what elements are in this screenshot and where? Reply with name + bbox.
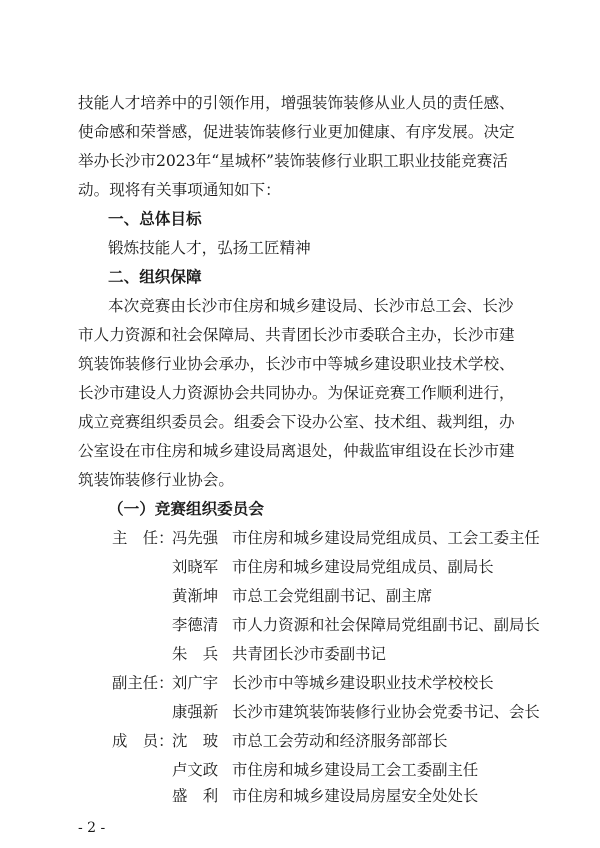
paragraph-line: 使命感和荣誉感，促进装饰装修行业更加健康、有序发展。决定 [78, 123, 515, 141]
section-heading-organization: 二、组织保障 [108, 268, 202, 286]
member-duty: 市住房和城乡建设局房屋安全处处长 [232, 787, 479, 805]
member-name: 刘广宇 [172, 674, 219, 692]
member-name: 刘晓军 [172, 558, 219, 576]
member-name: 康强新 [172, 703, 219, 721]
member-duty: 共青团长沙市委副书记 [232, 645, 386, 663]
paragraph-line: 筑装饰装修行业协会。 [78, 471, 234, 489]
member-duty: 市总工会劳动和经济服务部部长 [232, 732, 448, 750]
member-duty: 长沙市建筑装饰装修行业协会党委书记、会长 [232, 703, 540, 721]
member-duty: 市住房和城乡建设局工会工委副主任 [232, 761, 479, 779]
paragraph-line: 动。现将有关事项通知如下： [78, 181, 281, 199]
member-name: 盛 利 [172, 787, 219, 805]
paragraph-line: 筑装饰装修行业协会承办，长沙市中等城乡建设职业技术学校、 [78, 355, 515, 373]
section-body-goal: 锻炼技能人才，弘扬工匠精神 [108, 239, 311, 257]
member-name: 朱 兵 [172, 645, 219, 663]
committee-heading: （一）竞赛组织委员会 [108, 500, 264, 518]
member-name: 李德清 [172, 616, 219, 634]
member-role: 副主任： [112, 674, 174, 692]
member-role: 成 员： [112, 732, 174, 750]
paragraph-line: 本次竞赛由长沙市住房和城乡建设局、长沙市总工会、长沙 [108, 297, 514, 315]
paragraph-line: 公室设在市住房和城乡建设局离退处，仲裁监审组设在长沙市建 [78, 442, 515, 460]
member-name: 冯先强 [172, 529, 219, 547]
member-duty: 市总工会党组副书记、副主席 [232, 587, 433, 605]
member-duty: 市住房和城乡建设局党组成员、副局长 [232, 558, 494, 576]
member-duty: 长沙市中等城乡建设职业技术学校校长 [232, 674, 494, 692]
member-role: 主 任： [112, 529, 174, 547]
member-duty: 市住房和城乡建设局党组成员、工会工委主任 [232, 529, 540, 547]
paragraph-line: 技能人才培养中的引领作用，增强装饰装修从业人员的责任感、 [78, 94, 515, 112]
section-heading-goal: 一、总体目标 [108, 210, 202, 228]
member-name: 沈 玻 [172, 732, 219, 750]
member-name: 卢文政 [172, 761, 219, 779]
paragraph-line: 市人力资源和社会保障局、共青团长沙市委联合主办，长沙市建 [78, 326, 515, 344]
member-duty: 市人力资源和社会保障局党组副书记、副局长 [232, 616, 540, 634]
paragraph-line: 举办长沙市2023年“星城杯”装饰装修行业职工职业技能竞赛活 [78, 152, 508, 170]
page-number: - 2 - [78, 820, 106, 836]
paragraph-line: 成立竞赛组织委员会。组委会下设办公室、技术组、裁判组，办 [78, 413, 515, 431]
member-name: 黄渐坤 [172, 587, 219, 605]
paragraph-line: 长沙市建设人力资源协会共同协办。为保证竞赛工作顺利进行， [78, 384, 515, 402]
